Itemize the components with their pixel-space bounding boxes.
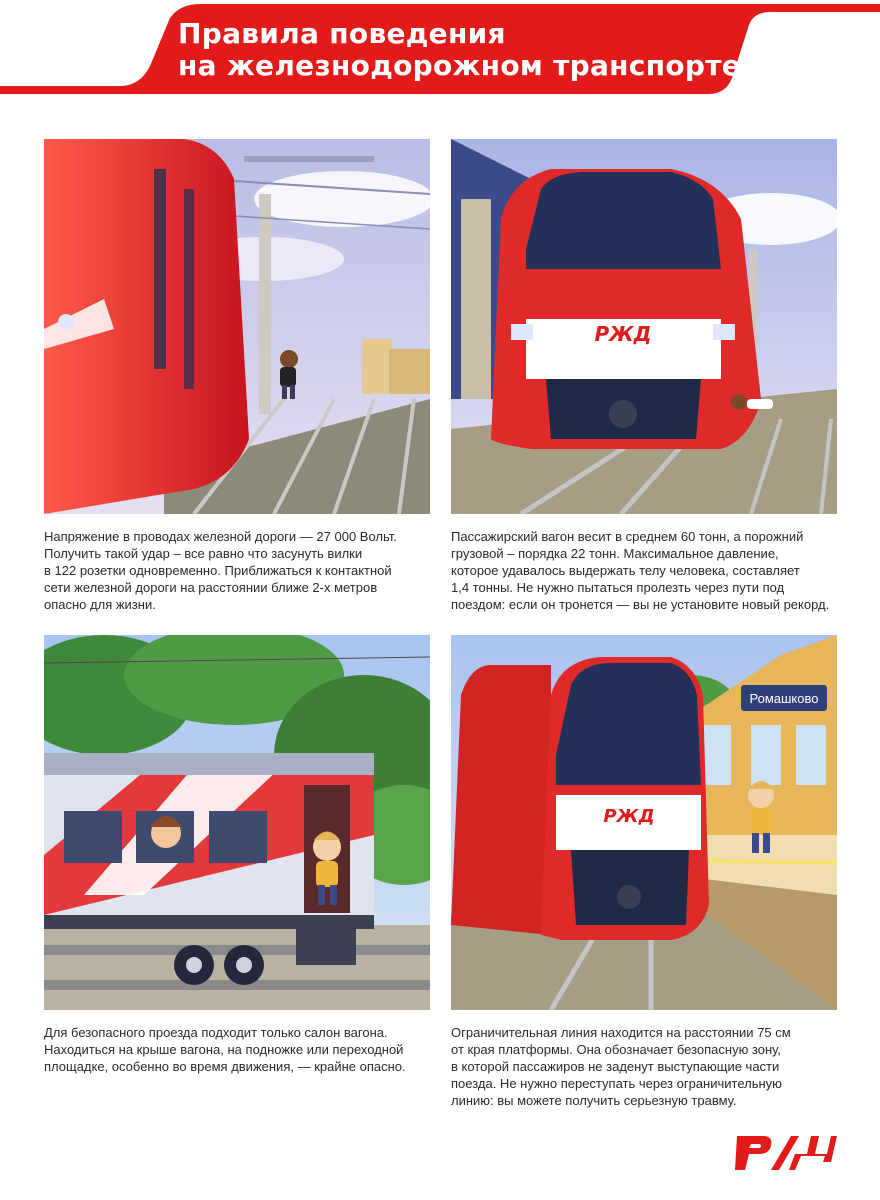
title-line-1: Правила поведения [178, 17, 506, 50]
caption-line: Напряжение в проводах железной дороги — 27 000 Вольт. [44, 529, 397, 544]
caption-line: поезда. Не нужно переступать через ограничительную [451, 1076, 782, 1091]
illustration-train-under [451, 139, 837, 514]
illustration-electric-wires [44, 139, 430, 514]
header-banner [0, 0, 880, 100]
caption-station-platform [451, 1024, 843, 1109]
train-logo-text: РЖД [603, 806, 655, 827]
caption-line: от края платформы. Она обозначает безопасную зону, [451, 1042, 781, 1057]
illustration-station-platform [451, 635, 837, 1010]
caption-line: Пассажирский вагон весит в среднем 60 тонн, а порожний [451, 529, 804, 544]
caption-line: Находиться на крыше вагона, на подножке или переходной [44, 1042, 404, 1057]
caption-electric-wires [44, 528, 436, 613]
caption-line: Для безопасного проезда подходит только салон вагона. [44, 1025, 388, 1040]
illustration-train-footboard [44, 635, 430, 1010]
caption-line: Получить такой удар – все равно что засунуть вилки [44, 546, 363, 561]
caption-line: сети железной дороги на расстоянии ближе 2-х метров [44, 580, 378, 595]
station-sign-text: Ромашково [749, 691, 819, 706]
caption-line: 1,4 тонны. Не нужно пытаться пролезть через пути под [451, 580, 785, 595]
caption-line: которое удавалось выдержать телу человека, составляет [451, 563, 800, 578]
caption-line: опасно для жизни. [44, 597, 156, 612]
caption-line: Ограничительная линия находится на расстоянии 75 см [451, 1025, 791, 1040]
train-logo-text: РЖД [594, 322, 652, 346]
caption-line: в 122 розетки одновременно. Приближаться к контактной [44, 563, 392, 578]
caption-train-footboard [44, 1024, 436, 1075]
title-line-2: на железнодорожном транспорте [178, 49, 742, 82]
caption-line: линию: вы можете получить серьезную травму. [451, 1093, 737, 1108]
caption-line: поездом: если он тронется — вы не установите новый рекорд. [451, 597, 830, 612]
caption-line: площадке, особенно во время движения, — крайне опасно. [44, 1059, 406, 1074]
caption-line: грузовой – порядка 22 тонн. Максимальное давление, [451, 546, 779, 561]
page-title [178, 18, 741, 82]
rzd-logo-icon [733, 1126, 837, 1174]
caption-train-under [451, 528, 843, 613]
caption-line: в которой пассажиров не заденут выступающие части [451, 1059, 780, 1074]
